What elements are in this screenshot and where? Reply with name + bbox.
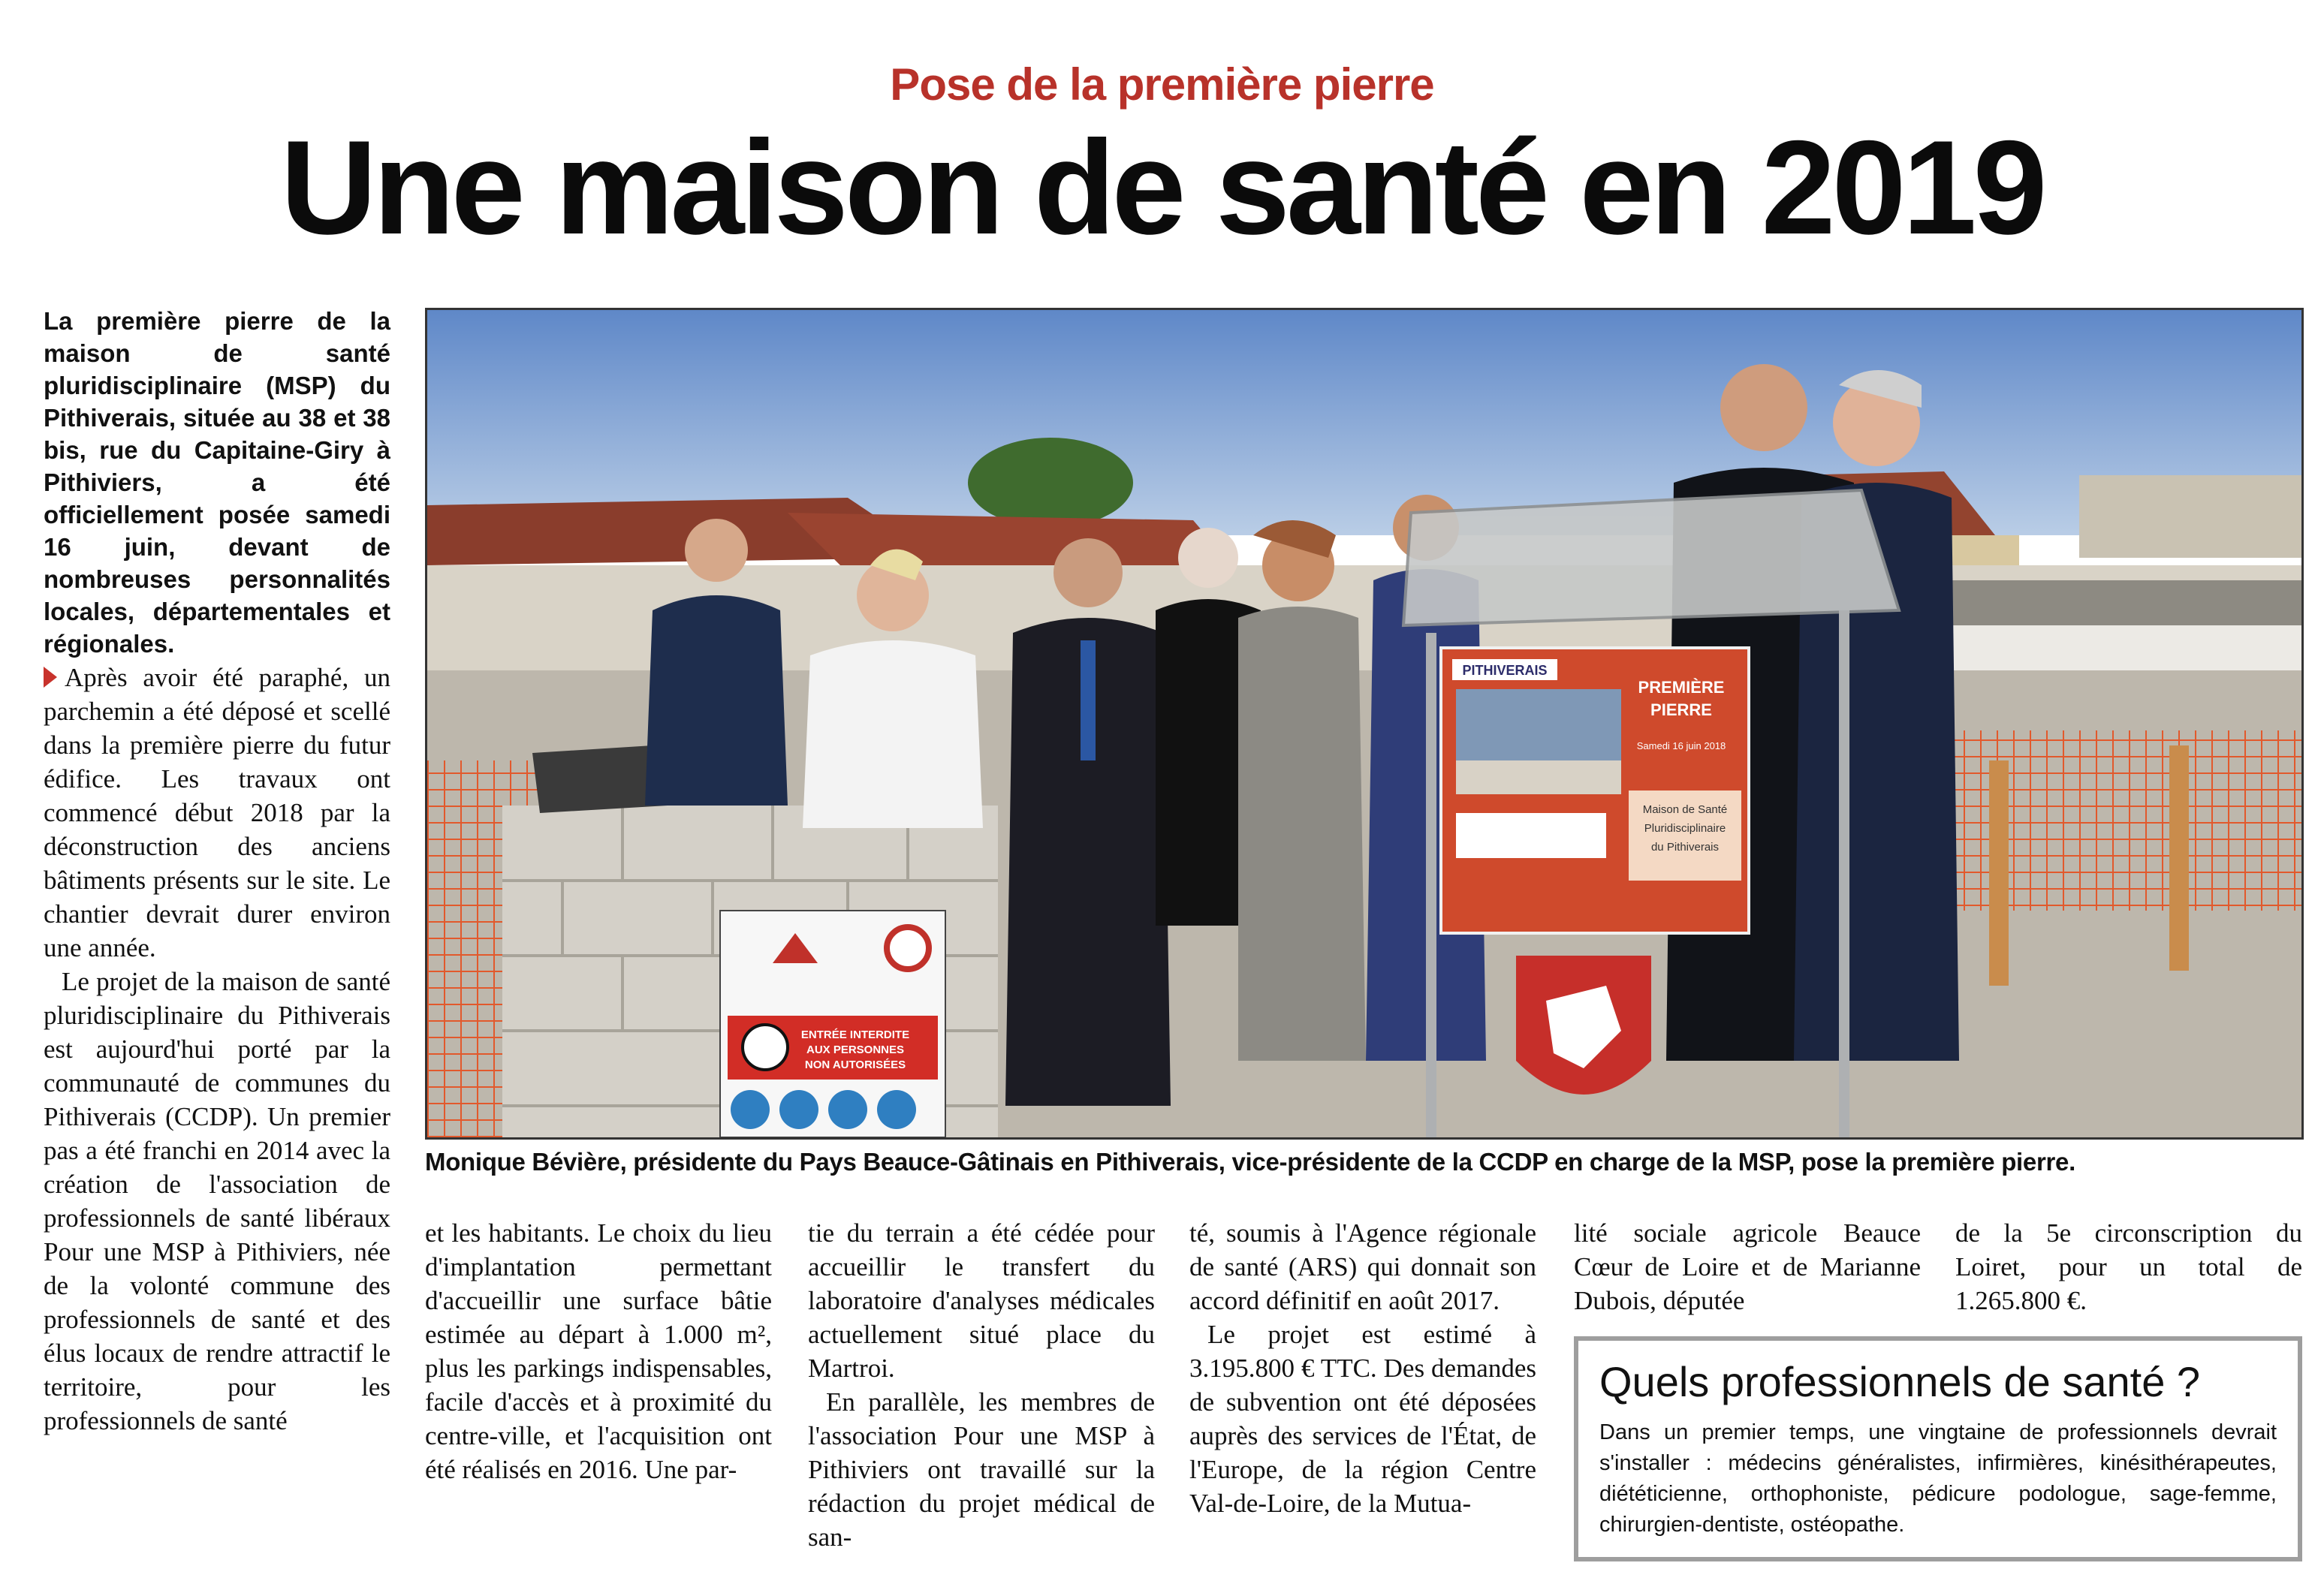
article-column-6 — [1955, 1216, 2302, 1317]
sign-text-2: AUX PERSONNES — [806, 1043, 905, 1056]
paragraph: té, soumis à l'Agence régionale de santé (ARS) qui donnait son accord définitif en août 2017. — [1189, 1218, 1536, 1315]
paragraph: lité sociale agricole Beauce Cœur de Loire et de Marianne Dubois, députée — [1574, 1218, 1921, 1315]
article-photo — [425, 308, 2304, 1140]
panel-title-2: PIERRE — [1650, 700, 1712, 719]
sidebar-title: Quels professionnels de santé ? — [1599, 1358, 2201, 1405]
paragraph: de la 5e circonscription du Loiret, pour un total de 1.265.800 €. — [1955, 1218, 2302, 1315]
article-lead: La première pierre de la maison de santé pluridisciplinaire (MSP) du Pithiverais, située au 38 et 38 bis, rue du Capitaine-Giry à Pithiviers, a été officiellement posée samedi 16 juin, devant de nombreuses personnalités locales, départementales et régionales. — [44, 307, 390, 658]
paragraph: En parallèle, les membres de l'association Pour une MSP à Pithiviers ont travaillé sur la rédaction du projet médical de san- — [808, 1387, 1155, 1552]
paragraph: et les habitants. Le choix du lieu d'implantation permettant d'accueillir une surface bâtie estimée au départ à 1.000 m², plus les parkings indispensables, facile d'accès et à proximité du centre-ville, et l'acquisition ont été réalisés en 2016. Une par- — [425, 1218, 772, 1484]
photo-caption: Monique Bévière, présidente du Pays Beauce-Gâtinais en Pithiverais, vice-présidente de la CCDP en charge de la MSP, pose la première pierre. — [425, 1148, 2075, 1176]
sidebar-body: Dans un premier temps, une vingtaine de professionnels devrait s'installer : médecins généralistes, infirmières, kinésithérapeutes, diététicienne, orthophoniste, pédicure podologue, sage-femme, chirurgien-dentiste, ostéopathe. — [1599, 1420, 2277, 1537]
panel-sub-3: du Pithiverais — [1650, 841, 1720, 854]
paragraph: tie du terrain a été cédée pour accueillir le transfert du laboratoire d'analyses médicales actuellement situé place du Martroi. — [808, 1218, 1155, 1383]
paragraph-marker-icon — [44, 667, 57, 688]
paragraph: Le projet de la maison de santé pluridisciplinaire du Pithiverais est aujourd'hui porté par la communauté de communes du Pithiverais (CCDP). Un premier pas a été franchi en 2014 avec la création de l'association de professionnels de santé libéraux Pour une MSP à Pithiviers, née de la volonté commune des professionnels de santé et des élus locaux de rendre attractif le territoire, pour les professionnels de santé — [44, 967, 390, 1435]
sign-text-1: ENTRÉE INTERDITE — [800, 1028, 910, 1041]
article-headline: Une maison de santé en 2019 — [280, 113, 2044, 262]
panel-city: PITHIVERAIS — [1462, 663, 1548, 678]
article-column-3 — [808, 1216, 1155, 1554]
article-column-2 — [425, 1216, 772, 1486]
article-kicker: Pose de la première pierre — [890, 59, 1434, 110]
sign-text-3: NON AUTORISÉES — [804, 1059, 906, 1071]
panel-sub-1: Maison de Santé — [1642, 803, 1728, 816]
panel-date: Samedi 16 juin 2018 — [1636, 740, 1726, 751]
sidebar-box — [1574, 1336, 2302, 1561]
article-column-4 — [1189, 1216, 1536, 1520]
paragraph: Le projet est estimé à 3.195.800 € TTC. Des demandes de subvention ont été déposées auprès des services de l'État, de l'Europe, de la région Centre Val-de-Loire, de la Mutua- — [1189, 1320, 1536, 1518]
panel-title-1: PREMIÈRE — [1638, 678, 1725, 697]
paragraph: Après avoir été paraphé, un parchemin a été déposé et scellé dans la première pierre du futur édifice. Les travaux ont commencé début 2018 par la déconstruction des anciens bâtiments présents sur le site. Le chantier devrait durer environ une année. — [44, 663, 390, 962]
article-column-1 — [44, 661, 390, 1438]
panel-sub-2: Pluridisciplinaire — [1644, 822, 1726, 835]
article-column-5 — [1574, 1216, 1921, 1317]
